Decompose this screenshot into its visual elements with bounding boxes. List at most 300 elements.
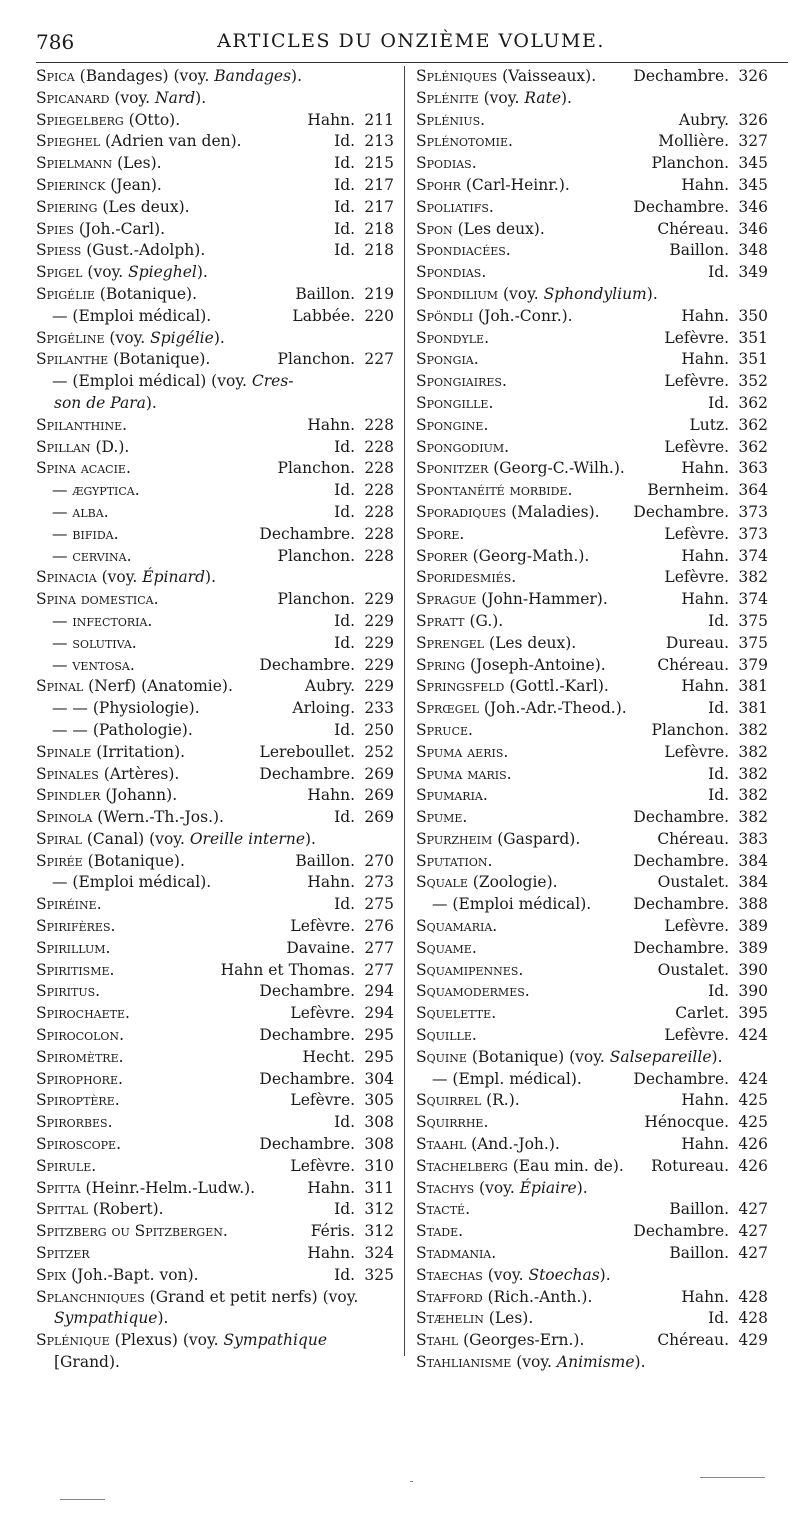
index-entry xyxy=(416,1134,768,1156)
entry-page: 250 xyxy=(364,720,394,739)
index-entry xyxy=(416,240,768,262)
author-page xyxy=(708,764,768,786)
entry-text: (G.). xyxy=(464,611,504,630)
entry-heading: Squame xyxy=(416,938,472,957)
entry-page: 362 xyxy=(738,437,768,456)
entry-heading: Spieghel xyxy=(36,132,101,151)
author-page xyxy=(334,502,394,524)
entry-heading: Spix xyxy=(36,1265,67,1284)
index-entry xyxy=(416,175,768,197)
entry-heading: Splénique xyxy=(36,1331,110,1350)
index-entry xyxy=(36,1330,394,1352)
index-entry xyxy=(36,1156,394,1178)
author-page xyxy=(290,1090,394,1112)
author-page xyxy=(664,1025,768,1047)
entry-heading: Spontanéité morbide xyxy=(416,481,568,500)
index-entry xyxy=(416,1047,768,1069)
entry-page: 350 xyxy=(738,306,768,325)
entry-text: (voy. xyxy=(511,1353,557,1372)
index-entry xyxy=(36,1003,394,1025)
index-entry xyxy=(36,1352,394,1374)
index-entry xyxy=(416,567,768,589)
index-entry xyxy=(36,175,394,197)
entry-author: Dechambre. xyxy=(633,502,730,521)
index-entry xyxy=(416,1243,768,1265)
entry-author: Id. xyxy=(334,1265,356,1284)
entry-heading: Spondyle xyxy=(416,328,485,347)
entry-heading: Spurzheim xyxy=(416,829,493,848)
index-entry xyxy=(36,655,394,677)
author-page xyxy=(647,480,768,502)
index-entry xyxy=(416,1178,768,1200)
entry-heading: Spiroscope xyxy=(36,1135,117,1154)
index-entry xyxy=(416,872,768,894)
entry-page: 346 xyxy=(738,197,768,216)
author-page xyxy=(334,437,394,459)
right-column xyxy=(416,66,768,1374)
entry-page: 429 xyxy=(738,1331,768,1350)
entry-author: Hahn. xyxy=(681,1287,730,1306)
index-entry xyxy=(416,1025,768,1047)
header-rule xyxy=(36,62,788,63)
index-entry xyxy=(36,1134,394,1156)
entry-author: Id. xyxy=(334,633,356,652)
entry-page: 305 xyxy=(364,1091,394,1110)
author-page xyxy=(658,131,768,153)
entry-text: . xyxy=(119,1026,124,1045)
index-entry xyxy=(416,633,768,655)
entry-heading: Spirocolon xyxy=(36,1026,120,1045)
entry-heading: Spillan xyxy=(36,437,91,456)
cross-reference: Spieghel xyxy=(128,263,197,282)
entry-text: . xyxy=(471,938,477,957)
entry-page: 219 xyxy=(364,284,394,303)
entry-text: ). xyxy=(646,284,658,303)
entry-text: (Rich.-Anth.). xyxy=(482,1287,593,1306)
entry-heading: — — xyxy=(52,699,88,718)
author-page xyxy=(259,1025,394,1047)
index-entry xyxy=(36,1199,394,1221)
entry-text: (Emploi médical). xyxy=(67,873,212,892)
entry-page: 324 xyxy=(364,1244,394,1263)
entry-text: . xyxy=(105,938,111,957)
entry-text: (voy. xyxy=(474,1178,520,1197)
entry-text: . xyxy=(484,328,490,347)
index-entry xyxy=(36,1112,394,1134)
footer-dot xyxy=(410,1481,413,1482)
entry-author: Lefèvre. xyxy=(664,437,730,456)
entry-heading: Spitzberg ou Spitzbergen xyxy=(36,1222,223,1241)
entry-text: ). xyxy=(145,393,157,412)
running-title: ARTICLES DU ONZIÈME VOLUME. xyxy=(217,30,605,52)
index-entry xyxy=(36,197,394,219)
author-page xyxy=(664,524,768,546)
entry-author: Planchon. xyxy=(651,720,730,739)
entry-heading: Spinacia xyxy=(36,568,97,587)
entry-heading: Stadmania xyxy=(416,1244,492,1263)
entry-heading: Spume xyxy=(416,808,463,827)
entry-author: Aubry. xyxy=(304,677,356,696)
index-entry xyxy=(416,894,768,916)
entry-author: Hahn. xyxy=(307,110,356,129)
entry-author: Id. xyxy=(334,132,356,151)
entry-text: . xyxy=(129,655,135,674)
author-page xyxy=(681,1287,768,1309)
index-entry xyxy=(36,764,394,786)
entry-text: (voy. xyxy=(104,328,151,347)
author-page xyxy=(633,894,768,916)
entry-text: . xyxy=(113,524,119,543)
author-page xyxy=(633,197,768,219)
index-entry xyxy=(416,153,768,175)
entry-author: Chéreau. xyxy=(657,655,730,674)
cross-reference: Sympathique xyxy=(223,1331,328,1350)
index-entry xyxy=(416,655,768,677)
entry-author: Baillon. xyxy=(669,1200,730,1219)
entry-heading: Spittal xyxy=(36,1200,88,1219)
entry-page: 310 xyxy=(364,1156,394,1175)
entry-page: 270 xyxy=(364,851,394,870)
entry-text: . xyxy=(487,851,493,870)
entry-heading: Spirée xyxy=(36,851,83,870)
author-page xyxy=(681,458,768,480)
author-page xyxy=(307,785,394,807)
entry-text: . xyxy=(508,132,513,151)
entry-heading: Stæhelin xyxy=(416,1309,484,1328)
entry-page: 351 xyxy=(738,328,768,347)
entry-text: . xyxy=(488,197,494,216)
index-entry xyxy=(36,524,394,546)
cross-reference: Nard xyxy=(155,88,196,107)
entry-text: (Georges-Ern.). xyxy=(458,1331,585,1350)
entry-text: (Les). xyxy=(483,1309,534,1328)
index-entry xyxy=(416,131,768,153)
index-entry xyxy=(416,349,768,371)
entry-text: . xyxy=(468,720,473,739)
author-page xyxy=(311,1221,394,1243)
entry-heading: Spondias xyxy=(416,263,482,282)
entry-page: 374 xyxy=(738,590,768,609)
index-entry xyxy=(36,785,394,807)
entry-author: Arloing. xyxy=(292,699,356,718)
author-page xyxy=(295,851,394,873)
entry-page: 362 xyxy=(738,393,768,412)
entry-page: 277 xyxy=(364,960,394,979)
author-page xyxy=(664,328,768,350)
entry-author: Baillon. xyxy=(669,1244,730,1263)
index-entry xyxy=(36,546,394,568)
entry-text: (Les deux). xyxy=(452,219,545,238)
entry-page: 382 xyxy=(738,808,768,827)
entry-page: 389 xyxy=(738,938,768,957)
entry-author: Lefèvre. xyxy=(664,372,730,391)
entry-page: 388 xyxy=(738,895,768,914)
entry-author: Baillon. xyxy=(669,241,730,260)
author-page xyxy=(669,1199,768,1221)
entry-heading: Spiegelberg xyxy=(36,110,124,129)
entry-text: . xyxy=(131,633,137,652)
cross-reference: Rate xyxy=(524,88,561,107)
index-entry xyxy=(416,981,768,1003)
entry-text: . xyxy=(125,1004,130,1023)
entry-text: (Joh.-Conr.). xyxy=(473,306,573,325)
entry-page: 295 xyxy=(364,1047,394,1066)
entry-heading: Stacté xyxy=(416,1200,466,1219)
entry-page: 276 xyxy=(364,917,394,936)
index-entry xyxy=(416,851,768,873)
entry-author: Id. xyxy=(334,241,356,260)
entry-text: . xyxy=(96,895,102,914)
entry-heading: Squamodermes xyxy=(416,982,525,1001)
entry-author: Planchon. xyxy=(277,590,356,609)
index-entry xyxy=(416,262,768,284)
entry-heading: Stachelberg xyxy=(416,1156,508,1175)
entry-author: Id. xyxy=(334,481,356,500)
index-entry xyxy=(416,458,768,480)
entry-text: ). xyxy=(576,1178,588,1197)
index-entry xyxy=(36,1265,394,1287)
author-page xyxy=(666,633,768,655)
author-page xyxy=(307,110,394,132)
entry-author: Lefèvre. xyxy=(290,1004,356,1023)
author-page xyxy=(307,1243,394,1265)
author-page xyxy=(303,1047,394,1069)
author-page xyxy=(334,240,394,262)
entry-author: Hahn. xyxy=(307,415,356,434)
entry-text: . xyxy=(501,372,507,391)
entry-page: 294 xyxy=(364,1004,394,1023)
entry-heading: Stahl xyxy=(416,1331,459,1350)
entry-text: (Johann). xyxy=(100,786,178,805)
entry-author: Dechambre. xyxy=(259,1026,356,1045)
entry-page: 326 xyxy=(738,67,768,85)
author-page xyxy=(664,371,768,393)
entry-text: . xyxy=(483,1113,489,1132)
entry-page: 382 xyxy=(738,764,768,783)
index-entry xyxy=(416,219,768,241)
cross-reference: Oreille interne xyxy=(189,829,305,848)
entry-page: 228 xyxy=(364,459,394,478)
author-page xyxy=(675,1003,768,1025)
entry-text: (Robert). xyxy=(87,1200,164,1219)
entry-page: 390 xyxy=(738,982,768,1001)
index-entry xyxy=(416,1330,768,1352)
author-page xyxy=(652,720,768,742)
entry-heading: Spratt xyxy=(416,611,465,630)
index-entry xyxy=(416,110,768,132)
entry-page: 304 xyxy=(364,1069,394,1088)
entry-author: Id. xyxy=(334,720,356,739)
entry-heading: Spiréine xyxy=(36,895,97,914)
footer-dot xyxy=(60,1499,105,1500)
index-entry xyxy=(416,66,768,88)
entry-heading: — xyxy=(52,372,68,391)
entry-page: 373 xyxy=(738,524,768,543)
entry-page: 384 xyxy=(738,851,768,870)
index-entry xyxy=(416,371,768,393)
entry-author: Id. xyxy=(334,611,356,630)
entry-page: 215 xyxy=(364,154,394,173)
entry-author: Chéreau. xyxy=(657,829,730,848)
entry-author: Id. xyxy=(334,197,356,216)
entry-text: (Botanique). xyxy=(94,284,198,303)
index-entry xyxy=(36,1025,394,1047)
entry-text: ). xyxy=(196,263,208,282)
index-entry xyxy=(416,437,768,459)
entry-heading: Stachys xyxy=(416,1178,475,1197)
entry-page: 325 xyxy=(364,1265,394,1284)
entry-text: (Botanique) (voy. xyxy=(466,1047,610,1066)
entry-page: 218 xyxy=(364,219,394,238)
entry-author: Id. xyxy=(334,502,356,521)
index-entry xyxy=(416,1069,768,1091)
index-entry xyxy=(36,851,394,873)
entry-heading: Spruce xyxy=(416,720,469,739)
entry-heading: Staahl xyxy=(416,1135,467,1154)
author-page xyxy=(652,153,768,175)
entry-page: 425 xyxy=(738,1091,768,1110)
entry-text: (Les deux). xyxy=(97,197,190,216)
entry-page: 346 xyxy=(738,219,768,238)
entry-text: . xyxy=(110,917,116,936)
entry-page: 326 xyxy=(738,110,768,129)
entry-heading: — infectoria xyxy=(52,611,148,630)
author-page xyxy=(334,894,394,916)
entry-text: [Grand). xyxy=(54,1353,120,1372)
entry-heading: — bifida xyxy=(52,524,114,543)
author-page xyxy=(681,1090,768,1112)
entry-page: 382 xyxy=(738,720,768,739)
index-entry xyxy=(36,110,394,132)
footer-dot xyxy=(700,1477,765,1478)
cross-reference: Sympathique xyxy=(54,1309,158,1328)
entry-page: 395 xyxy=(738,1004,768,1023)
entry-author: Dechambre. xyxy=(259,524,356,543)
entry-page: 228 xyxy=(364,524,394,543)
entry-text: . xyxy=(114,1091,120,1110)
entry-text: ). xyxy=(157,1309,169,1328)
author-page xyxy=(708,785,768,807)
entry-text: (Georg-Math.). xyxy=(467,546,590,565)
entry-text: (Heinr.-Helm.-Ludw.). xyxy=(80,1178,256,1197)
entry-page: 381 xyxy=(738,677,768,696)
index-entry xyxy=(416,1287,768,1309)
entry-text: (Joseph-Antoine). xyxy=(465,655,606,674)
author-page xyxy=(221,960,394,982)
entry-heading: Spirule xyxy=(36,1156,92,1175)
entry-heading: Spiess xyxy=(36,241,82,260)
entry-author: Dechambre. xyxy=(633,1222,730,1241)
entry-author: Aubry. xyxy=(678,110,730,129)
entry-page: 269 xyxy=(364,808,394,827)
entry-text: (Joh.-Adr.-Theod.). xyxy=(478,699,627,718)
entry-page: 228 xyxy=(364,481,394,500)
entry-heading: Spindler xyxy=(36,786,101,805)
entry-page: 375 xyxy=(738,633,768,652)
left-column xyxy=(36,66,394,1374)
index-entry xyxy=(36,131,394,153)
entry-author: Oustalet. xyxy=(657,960,730,979)
index-entry xyxy=(416,1003,768,1025)
entry-text: . xyxy=(567,481,573,500)
index-entry xyxy=(36,458,394,480)
index-entry xyxy=(416,916,768,938)
author-page xyxy=(633,1221,768,1243)
index-entry xyxy=(416,807,768,829)
entry-text: . xyxy=(491,1004,497,1023)
index-entry xyxy=(416,88,768,110)
entry-text: (voy. xyxy=(96,568,143,587)
entry-author: Planchon. xyxy=(277,459,356,478)
entry-text: (Vaisseaux). xyxy=(497,67,597,85)
index-entry xyxy=(416,1112,768,1134)
entry-author: Lefèvre. xyxy=(664,524,730,543)
entry-page: 390 xyxy=(738,960,768,979)
entry-author: Dechambre. xyxy=(633,197,730,216)
entry-heading: Spilanthe xyxy=(36,350,109,369)
index-entry xyxy=(36,981,394,1003)
cross-reference: Sphondylium xyxy=(543,284,647,303)
index-entry xyxy=(416,698,768,720)
entry-author: Hahn. xyxy=(307,1178,356,1197)
index-entry xyxy=(416,393,768,415)
entry-text: (Maladies). xyxy=(506,502,600,521)
entry-author: Lefèvre. xyxy=(290,1156,356,1175)
entry-text: . xyxy=(95,982,101,1001)
entry-author: Dureau. xyxy=(665,633,730,652)
entry-page: 381 xyxy=(738,699,768,718)
entry-page: 348 xyxy=(738,241,768,260)
index-entry xyxy=(36,88,394,110)
entry-heading: Spirochaete xyxy=(36,1004,126,1023)
entry-text: (Joh.-Bapt. von). xyxy=(66,1265,199,1284)
index-entry xyxy=(416,1308,768,1330)
entry-author: Lereboullet. xyxy=(259,742,356,761)
entry-page: 383 xyxy=(738,829,768,848)
index-entry xyxy=(36,589,394,611)
entry-page: 425 xyxy=(738,1113,768,1132)
entry-text: (Adrien van den). xyxy=(100,132,242,151)
index-entry xyxy=(36,219,394,241)
author-page xyxy=(664,567,768,589)
entry-author: Hahn. xyxy=(307,786,356,805)
author-page xyxy=(334,633,394,655)
index-entry xyxy=(416,960,768,982)
entry-author: Dechambre. xyxy=(633,938,730,957)
author-page xyxy=(633,807,768,829)
entry-text: (Gottl.-Karl). xyxy=(504,677,609,696)
index-entry xyxy=(36,240,394,262)
entry-page: 217 xyxy=(364,197,394,216)
entry-page: 295 xyxy=(364,1026,394,1045)
entry-heading: Spitzer xyxy=(36,1244,90,1263)
entry-heading: Squille xyxy=(416,1026,472,1045)
entry-text: . xyxy=(505,241,511,260)
entry-author: Dechambre. xyxy=(633,1069,730,1088)
author-page xyxy=(681,676,768,698)
entry-text: (Georg-C.-Wilh.). xyxy=(488,459,625,478)
entry-page: 217 xyxy=(364,175,394,194)
entry-author: Id. xyxy=(334,1200,356,1219)
entry-author: Id. xyxy=(334,154,356,173)
entry-text: . xyxy=(473,350,479,369)
entry-author: Lefèvre. xyxy=(664,568,730,587)
entry-author: Dechambre. xyxy=(633,851,730,870)
cross-reference: Stoechas xyxy=(528,1265,600,1284)
entry-page: 374 xyxy=(738,546,768,565)
entry-author: Hahn. xyxy=(681,459,730,478)
cross-reference: Salsepareille xyxy=(609,1047,712,1066)
